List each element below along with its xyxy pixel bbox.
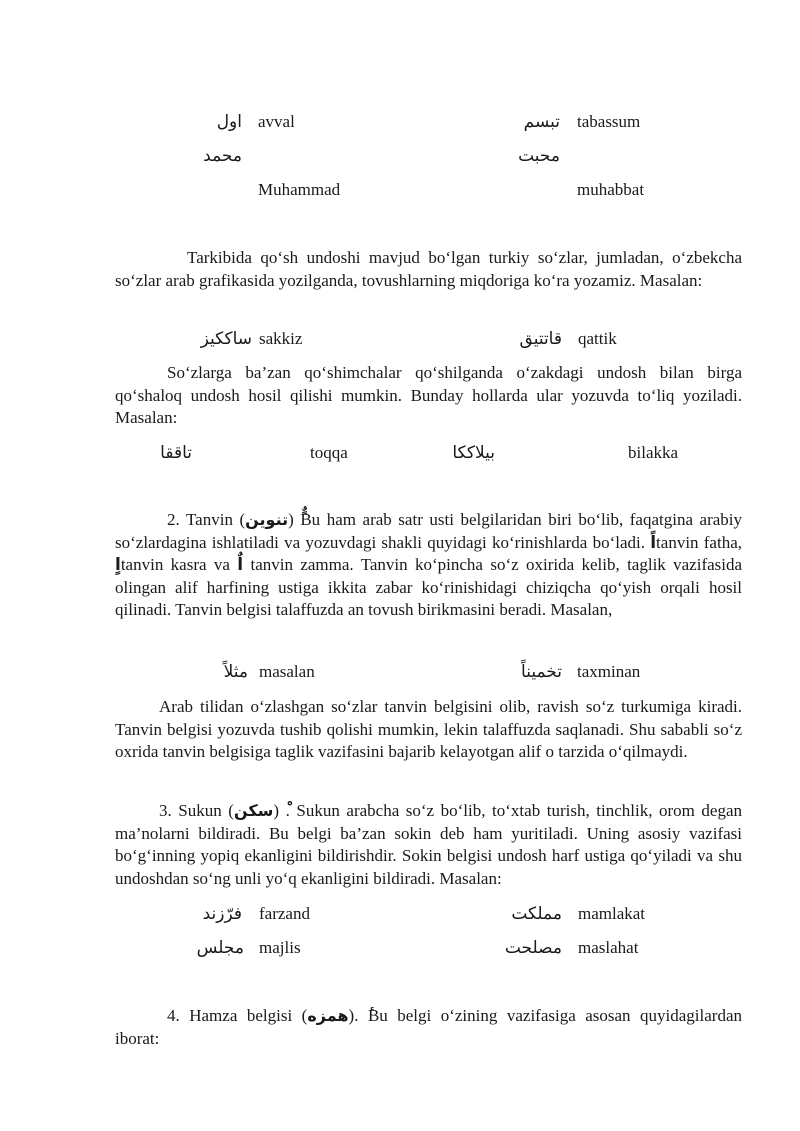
example-latin-qattik: qattik (578, 329, 617, 348)
paragraph-suffix-doubling: So‘zlarga ba’zan qo‘shimchalar qo‘shilganda o‘zakdagi undosh bilan birga qo‘shaloq undosh hosil qilishi mumkin. Bunday hollarda ular yozuvda to‘liq yoziladi. Masalan: (115, 363, 742, 428)
example-latin-majlis: majlis (259, 938, 301, 957)
example-arabic-maslahat: مصلحت (504, 938, 562, 958)
example-latin-muhabbat: muhabbat (577, 180, 645, 199)
paragraph-hamza: 4. Hamza belgisi (همزه). Bu belgi o‘zining vazifasiga asosan quyidagilardan iborat: (115, 1006, 742, 1048)
example-latin-maslahat: maslahat (578, 938, 639, 957)
example-arabic-toqqa: تاققا (160, 443, 192, 463)
example-arabic-qattik: قاتتيق (519, 329, 562, 349)
paragraph-double-consonants: Tarkibida qo‘sh undoshi mavjud bo‘lgan turkiy so‘zlar, jumladan, o‘zbekcha so‘zlar arab grafikasida yozilganda, tovushlarning miqdoriga ko‘ra yozamiz. Masalan: (115, 248, 742, 290)
paragraph-tanvin-adverbs: Arab tilidan o‘zlashgan so‘zlar tanvin belgisini olib, ravish so‘z turkumiga kiradi. Tanvin belgisi yozuvda tushib qolishi mumkin, lekin talaffuzda saqlanadi. Shu sababli so‘z oxrida tanvin belgisiga taglik vazifasini bajarib kelayotgan alif o tarzida o‘qilmaydi. (115, 697, 742, 762)
example-arabic-muhabbat: محبت (518, 146, 560, 166)
hamza-arabic-term: همزه (307, 1006, 349, 1025)
tanvin-zamma-mark: اٌ (237, 555, 244, 576)
tanvin-kasra-mark: اٍ (115, 555, 121, 576)
example-arabic-sakkiz: ساككيز (200, 329, 252, 349)
example-latin-toqqa: toqqa (310, 443, 348, 462)
example-arabic-muhammad: محمد (203, 146, 242, 166)
example-arabic-avval: اول (216, 112, 242, 132)
example-arabic-bilakka: بيلاككا (452, 443, 495, 463)
paragraph-sukun: 3. Sukun (سكن) . Sukun arabcha so‘z bo‘lib, to‘xtab turish, tinchlik, orom degan ma’nolarni bildiradi. Bu belgi ba’zan sokin deb ham yuritiladi. Uning asosiy vazifasi bo‘g‘inning yopiq ekanligini bildirishdir. Sokin belgisi undosh harf ustiga qo‘yiladi va shu undoshdan so‘ng unli yo‘q ekanligini bildiradi. Masalan: (115, 801, 742, 888)
example-latin-sakkiz: sakkiz (259, 329, 303, 348)
example-latin-avval: avval (258, 112, 295, 131)
sukun-arabic-term: سكن (233, 801, 274, 820)
example-arabic-tabassum: تبسم (523, 112, 560, 132)
example-latin-tabassum: tabassum (577, 112, 641, 131)
example-latin-muhammad: Muhammad (258, 180, 341, 199)
tanvin-arabic-term: تنوين (245, 510, 289, 529)
example-latin-mamlakat: mamlakat (578, 904, 646, 923)
paragraph-tanvin: 2. Tanvin (تنوين) Bu ham arab satr usti belgilaridan biri bo‘lib, faqatgina arabiy so‘zlardagina ishlatiladi va yozuvdagi shakli quyidagi ko‘rinishlarda bo‘ladi. اًtanvin fatha, اٍtanvin kasra va اٌ tanvin zamma. Tanvin ko‘pincha so‘z oxirida kelib, taglik vazifasida olingan alif harfining ustiga ikkita zabar ko‘rinishidagi chiziqcha qo‘yish orqali hosil qilinadi. Tanvin belgisi talaffuzda an tovush birikmasini beradi. Masalan, (115, 510, 743, 620)
example-latin-taxminan: taxminan (577, 662, 641, 681)
example-arabic-taxminan: تخميناً (521, 662, 562, 682)
example-arabic-majlis: مجلس (196, 938, 244, 958)
example-arabic-farzand: فرّزند (202, 904, 242, 924)
example-latin-bilakka: bilakka (628, 443, 679, 462)
example-arabic-mamlakat: مملكت (511, 904, 562, 924)
example-latin-farzand: farzand (259, 904, 310, 923)
tanvin-fatha-mark: اً (650, 532, 657, 553)
example-arabic-masalan: مثلاً (223, 662, 248, 682)
example-latin-masalan: masalan (259, 662, 315, 681)
